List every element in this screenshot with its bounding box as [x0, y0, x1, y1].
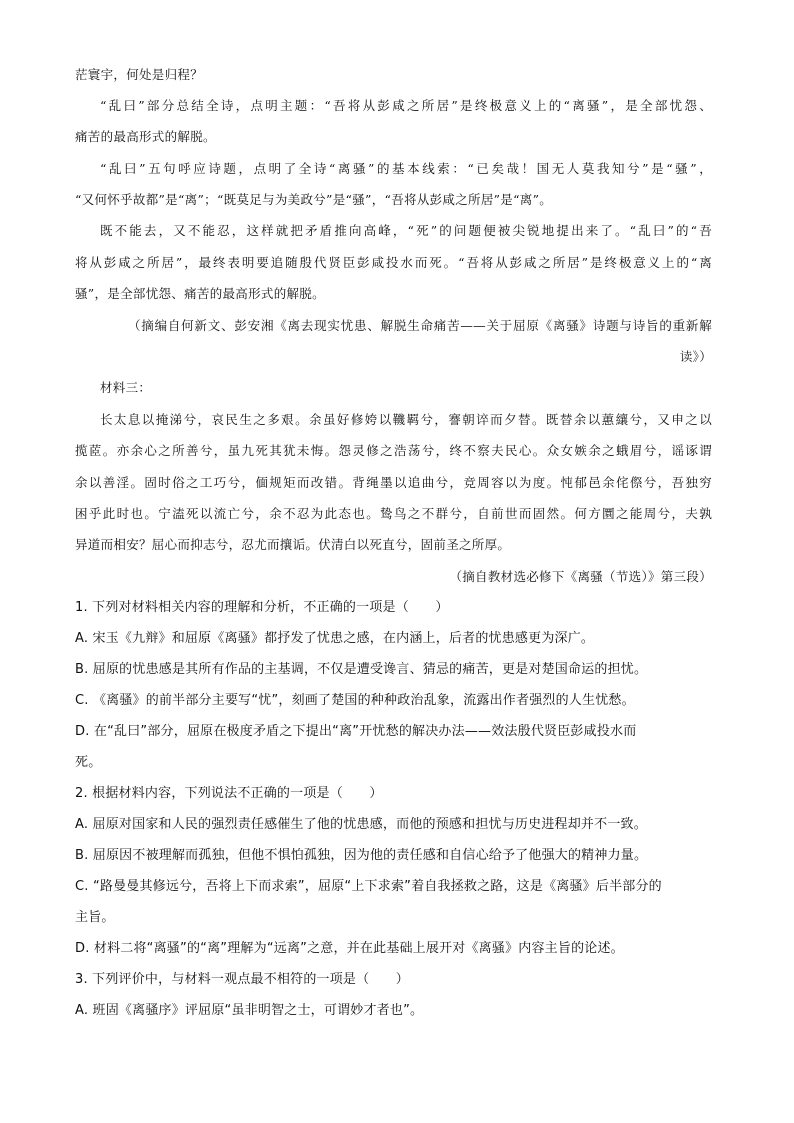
material2-closing-line: 茫寰宇，何处是归程？: [75, 67, 204, 82]
material2-paragraph-3-line-3: 骚”，是全部忧怨、痛苦的最高形式的解脱。: [75, 286, 325, 301]
material2-paragraph-3-line-2: 将从彭咸之所居”，最终表明要追随殷代贤臣彭咸投水而死。“吾将从彭咸之所居”是终极意义上的“离: [75, 255, 712, 270]
question-1-option-a: A. 宋玉《九辩》和屈原《离骚》都抒发了忧患之感，在内涵上，后者的忧患感更为深广。: [75, 631, 595, 646]
question-2-option-d: D. 材料二将“离骚”的“离”理解为“远离”之意，并在此基础上展开对《离骚》内容主旨的论述。: [75, 941, 624, 956]
material3-poem-line-2: 揽茝。亦余心之所善兮，虽九死其犹未悔。怨灵修之浩荡兮，终不察夫民心。众女嫉余之蛾眉兮，谣诼谓: [75, 443, 712, 458]
material3-heading: 材料三：: [100, 380, 152, 395]
material2-paragraph-2-line-1: “乱曰”五句呼应诗题，点明了全诗“离骚”的基本线索：“已矣哉！国无人莫我知兮”是“骚”，: [100, 161, 712, 176]
material2-paragraph-2-line-2: “又何怀乎故都”是“离”；“既莫足与为美政兮”是“骚”，“吾将从彭咸之所居”是“离”。: [75, 192, 553, 207]
material3-poem-line-3: 余以善淫。固时俗之工巧兮，偭规矩而改错。背绳墨以追曲兮，竞周容以为度。忳郁邑余侘傺兮，吾独穷: [75, 475, 712, 490]
material2-source-line-2: 读》）: [679, 349, 712, 364]
material2-source-line-1: （摘编自何新文、彭安湘《离去现实忧患、解脱生命痛苦——关于屈原《离骚》诗题与诗旨的重新解: [128, 318, 712, 333]
material2-paragraph-3-line-1: 既不能去，又不能忍，这样就把矛盾推向高峰，“死”的问题便被尖锐地提出来了。“乱曰”的“吾: [100, 223, 712, 238]
question-2-stem: 2. 根据材料内容，下列说法不正确的一项是（ ）: [75, 786, 383, 801]
question-2-option-c-line-2: 主旨。: [75, 910, 115, 925]
material2-paragraph-1-line-2: 痛苦的最高形式的解脱。: [75, 129, 216, 144]
material2-paragraph-1-line-1: “乱曰”部分总结全诗，点明主题：“吾将从彭咸之所居”是终极意义上的“离骚”，是全部忧怨、: [100, 98, 712, 113]
question-1-option-c: C. 《离骚》的前半部分主要写“忧”，刻画了楚国的种种政治乱象，流露出作者强烈的人生忧愁。: [75, 693, 635, 708]
material3-poem-line-4: 困乎此时也。宁溘死以流亡兮，余不忍为此态也。鸷鸟之不群兮，自前世而固然。何方圜之能周兮，夫孰: [75, 506, 712, 521]
question-2-option-a: A. 屈原对国家和人民的强烈责任感催生了他的忧患感，而他的预感和担忧与历史进程却并不一致。: [75, 817, 647, 832]
question-1-stem: 1. 下列对材料相关内容的理解和分析，不正确的一项是（ ）: [75, 600, 449, 615]
question-1-option-d-line-2: 死。: [75, 755, 102, 770]
material3-poem-line-1: 长太息以掩涕兮，哀民生之多艰。余虽好修姱以鞿羁兮，謇朝谇而夕替。既替余以蕙纕兮，又申之以: [100, 412, 712, 427]
question-2-option-b: B. 屈原因不被理解而孤独，但他不惧怕孤独，因为他的责任感和自信心给予了他强大的精神力量。: [75, 848, 648, 863]
material3-poem-line-5: 异道而相安？屈心而抑志兮，忍尤而攘诟。伏清白以死直兮，固前圣之所厚。: [75, 537, 511, 552]
question-1-option-b: B. 屈原的忧患感是其所有作品的主基调，不仅是遭受谗言、猜忌的痛苦，更是对楚国命运的担忧。: [75, 662, 648, 677]
question-3-option-a: A. 班固《离骚序》评屈原“虽非明智之士，可谓妙才者也”。: [75, 1003, 424, 1018]
question-2-option-c-line-1: C. “路曼曼其修远兮，吾将上下而求索”，屈原“上下求索”着自我拯救之路，这是《离骚》后半部分的: [75, 879, 662, 894]
question-3-stem: 3. 下列评价中，与材料一观点最不相符的一项是（ ）: [75, 972, 409, 987]
question-1-option-d-line-1: D. 在“乱曰”部分，屈原在极度矛盾之下提出“离”开忧愁的解决办法——效法殷代贤臣彭咸投水而: [75, 724, 637, 739]
material3-source: （摘自教材选必修下《离骚（节选）》第三段）: [449, 569, 712, 584]
